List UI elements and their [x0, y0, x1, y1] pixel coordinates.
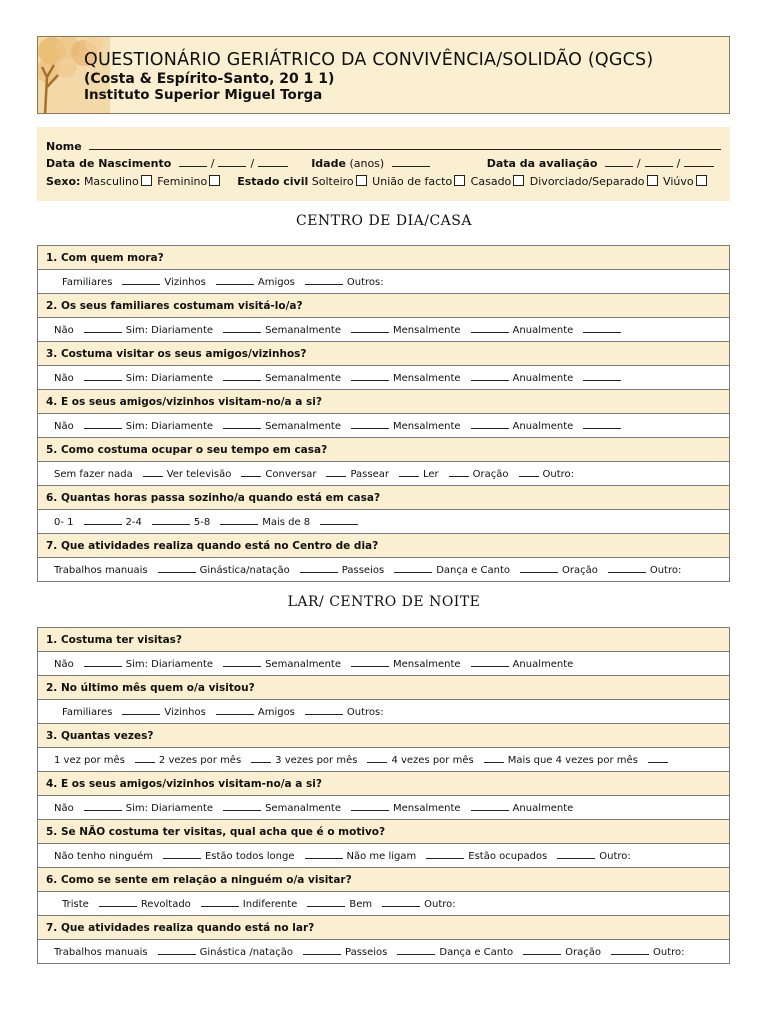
day-q3-option-5: Anualmente [512, 373, 574, 384]
day-q6-option-2: 2-4 [125, 517, 142, 528]
day-answer-row-3 [38, 366, 730, 390]
night-q1-option-3: Semanalmente [265, 659, 341, 670]
night-question-5: 5. Se NÃO costuma ter visitas, qual acha que é o motivo? [38, 820, 730, 844]
eval-year-field[interactable] [684, 157, 714, 167]
day-question-6: 6. Quantas horas passa sozinho/a quando está em casa? [38, 486, 730, 510]
night-q7-option-6: Outro: [653, 947, 685, 958]
day-q4-blank-4[interactable] [471, 419, 509, 429]
night-q5-blank-2[interactable] [305, 849, 343, 859]
night-q7-blank-2[interactable] [303, 945, 341, 955]
day-q7-blank-5[interactable] [608, 563, 646, 573]
day-q7-blank-2[interactable] [300, 563, 338, 573]
day-q7-option-1: Trabalhos manuais [54, 565, 148, 576]
day-question-2: 2. Os seus familiares costumam visitá-lo/a? [38, 294, 730, 318]
night-q7-option-4: Dança e Canto [439, 947, 514, 958]
night-q4-option-3: Semanalmente [265, 803, 341, 814]
night-q3-option-3: 3 vezes por mês [275, 755, 358, 766]
civil-option-single: Solteiro [311, 175, 354, 188]
age-field[interactable] [392, 157, 430, 167]
day-q7-option-6: Outro: [649, 565, 682, 576]
day-q6-blank-2[interactable] [152, 515, 190, 525]
day-q6-option-3: 5-8 [193, 517, 211, 528]
night-q3-option-1: 1 vez por mês [54, 755, 125, 766]
night-q7-option-2: Ginástica /natação [199, 947, 293, 958]
night-q1-option-1: Não [54, 659, 74, 670]
day-q3-option-3: Semanalmente [265, 373, 341, 384]
day-q5-blank-2[interactable] [241, 467, 261, 477]
night-q4-blank-3[interactable] [351, 801, 389, 811]
name-label: Nome [46, 140, 82, 153]
night-question-7: 7. Que atividades realiza quando está no lar? [38, 916, 730, 940]
night-q7-blank-1[interactable] [158, 945, 196, 955]
form-citation: (Costa & Espírito-Santo, 20 1 1) [84, 71, 335, 87]
day-q2-blank-5[interactable] [583, 323, 621, 333]
eval-day-field[interactable] [605, 157, 633, 167]
night-q4-option-4: Mensalmente [393, 803, 461, 814]
dob-year-field[interactable] [258, 157, 288, 167]
sex-option-male: Masculino [83, 175, 139, 188]
night-q6-option-4: Bem [349, 899, 373, 910]
day-q3-blank-2[interactable] [223, 371, 261, 381]
night-q5-blank-1[interactable] [163, 849, 201, 859]
day-q3-blank-1[interactable] [84, 371, 122, 381]
day-q5-option-4: Passear [350, 469, 389, 480]
day-q4-option-1: Não [54, 421, 74, 432]
civil-option-married: Casado [470, 175, 512, 188]
night-q7-blank-3[interactable] [397, 945, 435, 955]
day-q1-option-4: Outros: [346, 277, 384, 288]
night-q7-option-1: Trabalhos manuais [54, 947, 148, 958]
day-q7-option-5: Oração [561, 565, 598, 576]
day-q3-option-4: Mensalmente [393, 373, 461, 384]
night-q6-option-5: Outro: [424, 899, 456, 910]
day-q4-blank-1[interactable] [84, 419, 122, 429]
night-answer-row-1 [38, 652, 730, 676]
day-answer-row-4 [38, 414, 730, 438]
day-question-4: 4. E os seus amigos/vizinhos visitam-no/a a si? [38, 390, 730, 414]
name-field[interactable] [89, 140, 721, 150]
day-q2-blank-1[interactable] [84, 323, 122, 333]
day-q1-option-3: Amigos [257, 277, 295, 288]
day-q2-option-4: Mensalmente [393, 325, 461, 336]
personal-info-box: Nome Data de Nascimento / / Idade (anos) Data da avaliação / / Sexo: Masculino Feminino Estado civil Solteiro União de facto Casado Divorciado/Separado Viúvo [37, 127, 730, 201]
night-q1-option-5: Anualmente [512, 659, 574, 670]
day-q5-blank-3[interactable] [326, 467, 346, 477]
section-title-night-center: LAR/ CENTRO DE NOITE [287, 594, 481, 610]
night-q2-option-2: Vizinhos [164, 707, 206, 718]
day-q2-blank-2[interactable] [223, 323, 261, 333]
day-q3-blank-3[interactable] [351, 371, 389, 381]
night-q4-blank-4[interactable] [471, 801, 509, 811]
night-q5-option-1: Não tenho ninguém [54, 851, 153, 862]
day-q5-option-1: Sem fazer nada [54, 469, 133, 480]
day-q5-option-2: Ver televisão [166, 469, 232, 480]
night-answer-row-6 [38, 892, 730, 916]
night-q2-blank-1[interactable] [122, 705, 160, 715]
night-q6-option-2: Revoltado [140, 899, 191, 910]
eval-date-label: Data da avaliação [486, 157, 598, 170]
civil-widowed-checkbox[interactable] [696, 175, 707, 186]
night-q1-blank-3[interactable] [351, 657, 389, 667]
day-answer-row-2 [38, 318, 730, 342]
night-q6-option-3: Indiferente [242, 899, 298, 910]
day-q2-blank-3[interactable] [351, 323, 389, 333]
night-q2-option-3: Amigos [257, 707, 295, 718]
day-answer-row-5 [38, 462, 730, 486]
day-q5-option-6: Oração [472, 469, 509, 480]
day-q5-blank-6[interactable] [519, 467, 539, 477]
night-q4-option-5: Anualmente [512, 803, 574, 814]
night-q1-blank-4[interactable] [471, 657, 509, 667]
day-q7-blank-3[interactable] [394, 563, 432, 573]
civil-status-label: Estado civil [237, 175, 309, 188]
night-question-6: 6. Como se sente em relação a ninguém o/a visitar? [38, 868, 730, 892]
sex-female-checkbox[interactable] [209, 175, 220, 186]
night-q3-blank-5[interactable] [648, 753, 668, 763]
sex-male-checkbox[interactable] [141, 175, 152, 186]
night-q1-blank-1[interactable] [84, 657, 122, 667]
day-q6-blank-1[interactable] [84, 515, 122, 525]
night-q7-option-3: Passeios [344, 947, 388, 958]
day-q2-option-2: Sim: Diariamente [125, 325, 214, 336]
civil-option-divorced: Divorciado/Separado [529, 175, 645, 188]
night-q7-blank-5[interactable] [611, 945, 649, 955]
day-q4-option-4: Mensalmente [393, 421, 461, 432]
day-q5-blank-4[interactable] [399, 467, 419, 477]
day-q5-blank-5[interactable] [449, 467, 469, 477]
night-q2-blank-3[interactable] [305, 705, 343, 715]
night-q4-option-2: Sim: Diariamente [125, 803, 214, 814]
day-q7-option-4: Dança e Canto [436, 565, 510, 576]
night-q3-blank-3[interactable] [367, 753, 387, 763]
night-q5-option-4: Estão ocupados [468, 851, 548, 862]
day-q4-option-5: Anualmente [512, 421, 574, 432]
day-q1-option-1: Familiares [62, 277, 113, 288]
night-q6-blank-3[interactable] [307, 897, 345, 907]
civil-option-widowed: Viúvo [663, 175, 694, 188]
day-question-5: 5. Como costuma ocupar o seu tempo em casa? [38, 438, 730, 462]
night-q5-option-2: Estão todos longe [204, 851, 295, 862]
night-q6-option-1: Triste [62, 899, 89, 910]
day-q1-blank-2[interactable] [216, 275, 254, 285]
day-q3-blank-5[interactable] [583, 371, 621, 381]
night-q5-option-3: Não me ligam [346, 851, 417, 862]
night-q5-blank-4[interactable] [557, 849, 595, 859]
day-center-questions-table [37, 245, 730, 582]
night-q4-blank-2[interactable] [223, 801, 261, 811]
night-q2-blank-2[interactable] [216, 705, 254, 715]
day-q4-blank-2[interactable] [223, 419, 261, 429]
night-answer-row-3 [38, 748, 730, 772]
day-q2-option-1: Não [54, 325, 74, 336]
day-answer-row-7 [38, 558, 730, 582]
civil-divorced-checkbox[interactable] [647, 175, 658, 186]
night-q3-blank-1[interactable] [135, 753, 155, 763]
day-question-3: 3. Costuma visitar os seus amigos/vizinhos? [38, 342, 730, 366]
night-q4-blank-1[interactable] [84, 801, 122, 811]
day-question-7: 7. Que atividades realiza quando está no Centro de dia? [38, 534, 730, 558]
night-q1-blank-2[interactable] [223, 657, 261, 667]
night-answer-row-5 [38, 844, 730, 868]
dob-month-field[interactable] [218, 157, 246, 167]
night-q2-option-1: Familiares [62, 707, 113, 718]
night-question-2: 2. No último mês quem o/a visitou? [38, 676, 730, 700]
day-q6-blank-3[interactable] [220, 515, 258, 525]
day-q4-option-2: Sim: Diariamente [125, 421, 214, 432]
day-q1-blank-3[interactable] [305, 275, 343, 285]
day-q5-option-7: Outro: [542, 469, 575, 480]
night-q4-option-1: Não [54, 803, 74, 814]
sex-label: Sexo: [46, 175, 81, 188]
night-q7-option-5: Oração [565, 947, 602, 958]
day-q4-blank-3[interactable] [351, 419, 389, 429]
form-header [37, 36, 730, 114]
civil-single-checkbox[interactable] [356, 175, 367, 186]
night-q7-blank-4[interactable] [523, 945, 561, 955]
night-answer-row-4 [38, 796, 730, 820]
night-answer-row-7 [38, 940, 730, 964]
sex-option-female: Feminino [157, 175, 208, 188]
night-question-3: 3. Quantas vezes? [38, 724, 730, 748]
day-q1-blank-1[interactable] [122, 275, 160, 285]
day-q6-blank-4[interactable] [320, 515, 358, 525]
day-q4-option-3: Semanalmente [265, 421, 341, 432]
civil-union-checkbox[interactable] [454, 175, 465, 186]
day-q7-blank-4[interactable] [520, 563, 558, 573]
day-answer-row-6 [38, 510, 730, 534]
day-q2-option-5: Anualmente [512, 325, 574, 336]
day-q7-option-3: Passeios [341, 565, 385, 576]
age-label: Idade [311, 157, 346, 170]
civil-married-checkbox[interactable] [513, 175, 524, 186]
day-q5-option-3: Conversar [265, 469, 317, 480]
section-title-day-center: CENTRO DE DIA/CASA [296, 213, 472, 229]
day-q5-option-5: Ler [422, 469, 439, 480]
age-unit: (anos) [349, 157, 385, 170]
night-q3-blank-2[interactable] [251, 753, 271, 763]
day-q5-blank-1[interactable] [143, 467, 163, 477]
night-q6-blank-1[interactable] [99, 897, 137, 907]
night-q1-option-4: Mensalmente [393, 659, 461, 670]
night-question-4: 4. E os seus amigos/vizinhos visitam-no/a a si? [38, 772, 730, 796]
institute-name: Instituto Superior Miguel Torga [84, 87, 323, 103]
civil-option-union: União de facto [372, 175, 453, 188]
night-q6-blank-4[interactable] [382, 897, 420, 907]
night-q5-blank-3[interactable] [426, 849, 464, 859]
night-q1-option-2: Sim: Diariamente [125, 659, 214, 670]
eval-month-field[interactable] [645, 157, 673, 167]
dob-label: Data de Nascimento [46, 157, 172, 170]
day-answer-row-1 [38, 270, 730, 294]
night-center-questions-table [37, 627, 730, 964]
night-answer-row-2 [38, 700, 730, 724]
day-q3-option-2: Sim: Diariamente [125, 373, 214, 384]
night-q2-option-4: Outros: [346, 707, 384, 718]
day-q3-blank-4[interactable] [471, 371, 509, 381]
dob-day-field[interactable] [179, 157, 207, 167]
day-q7-option-2: Ginástica/natação [199, 565, 290, 576]
night-q6-blank-2[interactable] [201, 897, 239, 907]
day-q4-blank-5[interactable] [583, 419, 621, 429]
night-q5-option-5: Outro: [599, 851, 631, 862]
day-q6-option-1: 0- 1 [54, 517, 74, 528]
night-q3-blank-4[interactable] [484, 753, 504, 763]
day-q1-option-2: Vizinhos [164, 277, 206, 288]
night-question-1: 1. Costuma ter visitas? [38, 628, 730, 652]
day-q7-blank-1[interactable] [158, 563, 196, 573]
day-q2-blank-4[interactable] [471, 323, 509, 333]
form-title: QUESTIONÁRIO GERIÁTRICO DA CONVIVÊNCIA/SOLIDÃO (QGCS) [84, 50, 654, 70]
night-q3-option-5: Mais que 4 vezes por mês [507, 755, 638, 766]
night-q3-option-4: 4 vezes por mês [391, 755, 474, 766]
day-q3-option-1: Não [54, 373, 74, 384]
day-q2-option-3: Semanalmente [265, 325, 341, 336]
day-q6-option-4: Mais de 8 [262, 517, 311, 528]
night-q3-option-2: 2 vezes por mês [158, 755, 242, 766]
day-question-1: 1. Com quem mora? [38, 246, 730, 270]
